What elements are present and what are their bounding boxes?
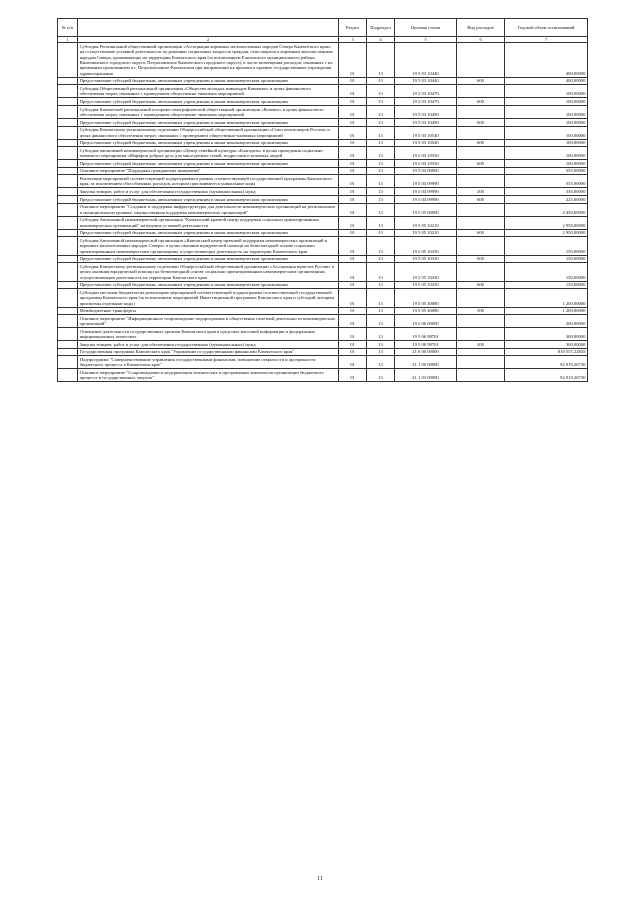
table-row [58, 356, 588, 369]
row-sum-cell: 150,00000 [505, 263, 588, 281]
row-name-cell: Субсидия автономной некоммерческой организации «Центр семейной культуры «Благодать» в целях проведения социально-значимого мероприятия «Марафон добрых дел» для многодетных семей, подростков и пожилых людей [78, 147, 339, 160]
table-body [58, 43, 588, 382]
row-num-cell [58, 237, 78, 255]
table-row [58, 281, 588, 289]
row-num-cell [58, 77, 78, 85]
row-name-cell: Закупка товаров, работ и услуг для обеспечения государственных (муниципальных) нужд [78, 188, 339, 196]
row-expense-cell [457, 328, 505, 341]
row-subsection-cell: 13 [367, 195, 395, 203]
row-expense-cell: 600 [457, 229, 505, 237]
row-section-cell: 01 [339, 195, 367, 203]
row-section-cell: 01 [339, 106, 367, 119]
row-name-cell: Субсидия Общественной региональной организации «Общество молодых инвалидов Камчатки» в целях финансового обеспечения затрат, связанных с проведением общественно-значимых мероприятий [78, 85, 339, 98]
table-row [58, 195, 588, 203]
row-sum-cell: 400,00000 [505, 77, 588, 85]
row-subsection-cell: 13 [367, 85, 395, 98]
row-subsection-cell: 13 [367, 188, 395, 196]
row-sum-cell: 330,00000 [505, 188, 588, 196]
row-expense-cell: 200 [457, 188, 505, 196]
row-subsection-cell: 13 [367, 216, 395, 229]
row-expense-cell [457, 126, 505, 139]
row-num-cell [58, 126, 78, 139]
row-target-cell: 19 5 03 10490 [395, 106, 457, 119]
row-subsection-cell: 13 [367, 263, 395, 281]
row-num-cell [58, 315, 78, 328]
row-expense-cell: 600 [457, 139, 505, 147]
row-name-cell: Субсидия Региональной общественной организации «Ассоциация коренных малочисленных народов Севера Камчатского края» на осуществление уставной деятельности по решению социальных вопросов граждан, относящихся к коренным малочисленным народам Севера, проживающих на территории Камчатского края (за исключением Елизовского муниципального района, Вилючинского городского округа, Петропавловск-Камчатского городского округа), в части возмещения расходов, связанных с их временным проживанием в г. Петропавловске-Камчатском при направлении их врачами в краевые государственные учреждения здравоохранения [78, 43, 339, 78]
row-subsection-cell: 13 [367, 369, 395, 382]
row-num-cell [58, 328, 78, 341]
row-num-cell [58, 229, 78, 237]
row-section-cell: 01 [339, 188, 367, 196]
row-subsection-cell: 13 [367, 106, 395, 119]
table-row [58, 139, 588, 147]
row-num-cell [58, 348, 78, 356]
row-target-cell: 19 5 05 10430 [395, 263, 457, 281]
row-target-cell: 19 5 04 09990 [395, 175, 457, 188]
row-section-cell: 01 [339, 175, 367, 188]
row-name-cell: Предоставление субсидий бюджетным, автономным учреждениям и иным некоммерческим организациям [78, 195, 339, 203]
row-expense-cell [457, 216, 505, 229]
table-row [58, 216, 588, 229]
row-sum-cell: 555,00000 [505, 175, 588, 188]
row-name-cell: Основное мероприятие "Поддержка гражданских инициатив" [78, 167, 339, 175]
row-num-cell [58, 195, 78, 203]
header-subsection: Подраздел [367, 19, 395, 37]
row-sum-cell: 1 200,00000 [505, 307, 588, 315]
row-section-cell: 01 [339, 203, 367, 216]
row-name-cell: Основное мероприятие "Сопровождение и модернизация технических и программных комплексов организации бюджетного процесса и государственных закупок" [78, 369, 339, 382]
row-section-cell: 01 [339, 43, 367, 78]
row-subsection-cell: 13 [367, 160, 395, 168]
row-expense-cell [457, 237, 505, 255]
row-num-cell [58, 281, 78, 289]
row-subsection-cell: 13 [367, 119, 395, 127]
row-target-cell: 19 5 05 10210 [395, 216, 457, 229]
table-row [58, 147, 588, 160]
row-name-cell: Субсидия Камчатскому региональному отделению Общероссийской общественной организации «Союз пенсионеров России» в целях финансового обеспечения затрат, связанных с проведением общественно-значимых мероприятий [78, 126, 339, 139]
row-target-cell: 19 5 03 10540 [395, 139, 457, 147]
row-target-cell: 19 5 05 10330 [395, 237, 457, 255]
row-target-cell: 19 5 05 00000 [395, 203, 457, 216]
header-num: № п/п [58, 19, 78, 37]
row-sum-cell: 4 450,00000 [505, 203, 588, 216]
row-sum-cell: 300,00000 [505, 341, 588, 349]
row-subsection-cell: 13 [367, 229, 395, 237]
table-row [58, 203, 588, 216]
row-sum-cell: 92 019,26730 [505, 356, 588, 369]
row-target-cell: 19 5 05 40080 [395, 307, 457, 315]
row-target-cell: 19 5 03 10550 [395, 160, 457, 168]
row-name-cell: Предоставление субсидий бюджетным, автономным учреждениям и иным некоммерческим организациям [78, 229, 339, 237]
row-subsection-cell: 13 [367, 328, 395, 341]
row-sum-cell: 810 557,22835 [505, 348, 588, 356]
row-section-cell: 01 [339, 348, 367, 356]
row-expense-cell: 500 [457, 307, 505, 315]
row-subsection-cell: 13 [367, 126, 395, 139]
row-target-cell: 19 5 03 10440 [395, 77, 457, 85]
row-sum-cell: 1 200,00000 [505, 289, 588, 307]
row-num-cell [58, 147, 78, 160]
table-row [58, 126, 588, 139]
row-expense-cell: 600 [457, 281, 505, 289]
row-name-cell: Предоставление субсидий бюджетным, автономным учреждениям и иным некоммерческим организациям [78, 160, 339, 168]
row-subsection-cell: 13 [367, 341, 395, 349]
row-section-cell: 01 [339, 139, 367, 147]
row-section-cell: 01 [339, 147, 367, 160]
row-subsection-cell: 13 [367, 139, 395, 147]
row-name-cell: Государственная программа Камчатского края "Управление государственными финансами Камчатского края" [78, 348, 339, 356]
num-cell: 7 [505, 37, 588, 43]
row-num-cell [58, 263, 78, 281]
row-num-cell [58, 43, 78, 78]
row-sum-cell: 100,00000 [505, 147, 588, 160]
row-target-cell: 19 5 03 10540 [395, 126, 457, 139]
row-name-cell: Предоставление субсидий бюджетным, автономным учреждениям и иным некоммерческим организациям [78, 77, 339, 85]
header-name [78, 19, 339, 37]
row-section-cell: 01 [339, 229, 367, 237]
num-cell: 5 [395, 37, 457, 43]
row-expense-cell: 600 [457, 195, 505, 203]
row-subsection-cell: 13 [367, 307, 395, 315]
row-name-cell: Субсидия Автономной некоммерческой организации "Камчатский краевой центр поддержки социально ориентированных некоммерческих организаций" на ведение уставной деятельности [78, 216, 339, 229]
row-num-cell [58, 106, 78, 119]
row-target-cell: 19 5 04 09990 [395, 188, 457, 196]
row-sum-cell: 555,00000 [505, 167, 588, 175]
budget-table-page [57, 18, 587, 382]
row-sum-cell: 400,00000 [505, 43, 588, 78]
row-target-cell: 19 5 05 40080 [395, 289, 457, 307]
row-num-cell [58, 98, 78, 106]
row-section-cell: 01 [339, 167, 367, 175]
row-expense-cell [457, 175, 505, 188]
row-target-cell: 19 5 05 10430 [395, 281, 457, 289]
table-row [58, 348, 588, 356]
row-name-cell: Предоставление субсидий бюджетным, автономным учреждениям и иным некоммерческим организациям [78, 98, 339, 106]
row-sum-cell: 150,00000 [505, 281, 588, 289]
row-section-cell: 01 [339, 77, 367, 85]
row-name-cell: Субсидия Автономной некоммерческой организации «Камчатский центр правовой поддержки некоммерческих организаций и коренных малочисленных народов Севера» в целях оказания юридической помощи на безвозмездной основе социально ориентированным некоммерческим организациям, осуществляющим деятельность на территории Камчатского края [78, 237, 339, 255]
row-num-cell [58, 188, 78, 196]
table-row [58, 328, 588, 341]
row-section-cell: 01 [339, 255, 367, 263]
row-subsection-cell: 13 [367, 348, 395, 356]
table-row [58, 307, 588, 315]
page-number: 11 [317, 876, 323, 882]
row-section-cell: 01 [339, 160, 367, 168]
row-target-cell: 19 5 05 10210 [395, 229, 457, 237]
row-name-cell: Предоставление субсидий бюджетным, автономным учреждениям и иным некоммерческим организациям [78, 281, 339, 289]
num-cell: 6 [457, 37, 505, 43]
row-num-cell [58, 85, 78, 98]
row-name-cell: Предоставление субсидий бюджетным, автономным учреждениям и иным некоммерческим организациям [78, 119, 339, 127]
row-section-cell: 01 [339, 126, 367, 139]
row-expense-cell [457, 315, 505, 328]
row-target-cell: 19 5 03 10550 [395, 147, 457, 160]
row-num-cell [58, 255, 78, 263]
row-expense-cell [457, 369, 505, 382]
row-num-cell [58, 216, 78, 229]
row-name-cell: Освещение деятельности государственных органов Камчатского края в средствах массовой информации и федеральных информационных агентствах [78, 328, 339, 341]
row-sum-cell: 225,00000 [505, 195, 588, 203]
row-section-cell: 01 [339, 356, 367, 369]
row-num-cell [58, 341, 78, 349]
row-subsection-cell: 13 [367, 356, 395, 369]
row-expense-cell: 600 [457, 255, 505, 263]
row-subsection-cell: 13 [367, 203, 395, 216]
row-subsection-cell: 13 [367, 255, 395, 263]
row-target-cell: 19 5 05 10330 [395, 255, 457, 263]
row-sum-cell: 150,00000 [505, 255, 588, 263]
header-target: Целевая статья [395, 19, 457, 37]
row-sum-cell: 100,00000 [505, 126, 588, 139]
row-sum-cell: 100,00000 [505, 160, 588, 168]
row-section-cell: 01 [339, 289, 367, 307]
row-subsection-cell: 13 [367, 43, 395, 78]
row-target-cell: 21 1 03 00000 [395, 369, 457, 382]
row-expense-cell [457, 43, 505, 78]
row-expense-cell [457, 289, 505, 307]
row-section-cell: 01 [339, 119, 367, 127]
row-expense-cell: 600 [457, 160, 505, 168]
row-num-cell [58, 369, 78, 382]
row-expense-cell: 600 [457, 119, 505, 127]
budget-table [57, 18, 588, 382]
table-row [58, 255, 588, 263]
table-row [58, 229, 588, 237]
row-section-cell: 01 [339, 216, 367, 229]
table-row [58, 77, 588, 85]
row-target-cell: 21 1 00 00000 [395, 356, 457, 369]
row-name-cell: Подпрограмма "Совершенствование управления государственными финансами, повышение открытости и прозрачности бюджетного процесса в Камчатском крае" [78, 356, 339, 369]
row-num-cell [58, 139, 78, 147]
row-sum-cell: 2 950,00000 [505, 229, 588, 237]
row-name-cell: Основное мероприятие "Информационное сопровождение подпрограммы и общественно полезной деятельности некоммерческих организаций" [78, 315, 339, 328]
row-subsection-cell: 13 [367, 167, 395, 175]
row-name-cell: Реализация мероприятий соответствующей подпрограммы в рамках соответствующей государственной программы Камчатского края, за исключением обособленных расходов, которым присваиваются уникальные коды [78, 175, 339, 188]
row-name-cell: Субсидия Камчатскому региональному отделению Общероссийской общественной организации «Ассоциация юристов России» в целях оказания юридической помощи на безвозмездной основе социально ориентированным некоммерческим организациям, осуществляющим деятельность на территории Камчатского края [78, 263, 339, 281]
row-expense-cell [457, 106, 505, 119]
row-target-cell: 19 5 03 10490 [395, 119, 457, 127]
row-sum-cell: 2 950,00000 [505, 216, 588, 229]
row-subsection-cell: 13 [367, 281, 395, 289]
row-expense-cell [457, 263, 505, 281]
row-num-cell [58, 203, 78, 216]
row-section-cell: 01 [339, 263, 367, 281]
table-row [58, 160, 588, 168]
row-num-cell [58, 160, 78, 168]
row-expense-cell: 600 [457, 77, 505, 85]
row-name-cell: Субсидия Камчатской региональной историко-этнографической общественной организации «Кочевье» в целях финансового обеспечения затрат, связанных с проведением общественно-значимых мероприятий [78, 106, 339, 119]
row-name-cell: Предоставление субсидий бюджетным, автономным учреждениям и иным некоммерческим организациям [78, 255, 339, 263]
row-sum-cell: 100,00000 [505, 106, 588, 119]
row-num-cell [58, 356, 78, 369]
row-expense-cell [457, 147, 505, 160]
row-sum-cell: 100,00000 [505, 119, 588, 127]
table-row [58, 369, 588, 382]
row-num-cell [58, 167, 78, 175]
table-row [58, 119, 588, 127]
row-name-cell: Основное мероприятие "Создание и поддержка инфраструктуры для деятельности некоммерческих организаций на региональном и муниципальном уровнях, имущественная поддержка некоммерческих организаций" [78, 203, 339, 216]
header-section: Раздел [339, 19, 367, 37]
table-row [58, 315, 588, 328]
row-name-cell: Субсидии местным бюджетам на реализацию мероприятий соответствующей подпрограммы соответствующей государственной программы Камчатского края (за исключением мероприятий Инвестиционной программы Камчатского края и субсидий, которым присвоены отдельные коды) [78, 289, 339, 307]
row-subsection-cell: 13 [367, 147, 395, 160]
row-expense-cell [457, 167, 505, 175]
row-num-cell [58, 289, 78, 307]
row-section-cell: 01 [339, 237, 367, 255]
row-sum-cell: 100,00000 [505, 98, 588, 106]
num-cell: 3 [339, 37, 367, 43]
row-num-cell [58, 119, 78, 127]
row-num-cell [58, 307, 78, 315]
table-row [58, 43, 588, 78]
row-name-cell: Закупка товаров, работ и услуг для обеспечения государственных (муниципальных) нужд [78, 341, 339, 349]
row-target-cell: 19 5 03 10440 [395, 43, 457, 78]
table-row [58, 98, 588, 106]
row-section-cell: 01 [339, 307, 367, 315]
row-expense-cell: 200 [457, 341, 505, 349]
table-row [58, 237, 588, 255]
table-row [58, 85, 588, 98]
row-sum-cell: 150,00000 [505, 237, 588, 255]
row-name-cell: Предоставление субсидий бюджетным, автономным учреждениям и иным некоммерческим организациям [78, 139, 339, 147]
row-target-cell: 19 5 06 98701 [395, 328, 457, 341]
row-section-cell: 01 [339, 328, 367, 341]
row-subsection-cell: 13 [367, 98, 395, 106]
row-subsection-cell: 13 [367, 315, 395, 328]
row-section-cell: 01 [339, 98, 367, 106]
row-target-cell: 19 5 04 09990 [395, 195, 457, 203]
row-section-cell: 01 [339, 369, 367, 382]
row-subsection-cell: 13 [367, 77, 395, 85]
row-expense-cell [457, 203, 505, 216]
row-section-cell: 01 [339, 315, 367, 328]
table-row [58, 188, 588, 196]
row-num-cell [58, 175, 78, 188]
row-section-cell: 01 [339, 85, 367, 98]
header-sum: Годовой объем ассигнований [505, 19, 588, 37]
row-target-cell: 21 0 00 00000 [395, 348, 457, 356]
row-target-cell: 19 5 06 00000 [395, 315, 457, 328]
table-row [58, 341, 588, 349]
row-subsection-cell: 13 [367, 175, 395, 188]
row-sum-cell: 92 019,26730 [505, 369, 588, 382]
row-target-cell: 19 5 03 10470 [395, 98, 457, 106]
table-header-row [58, 19, 588, 37]
row-section-cell: 01 [339, 281, 367, 289]
row-expense-cell [457, 348, 505, 356]
row-expense-cell: 600 [457, 98, 505, 106]
num-cell: 2 [78, 37, 339, 43]
table-row [58, 175, 588, 188]
row-target-cell: 19 5 04 00000 [395, 167, 457, 175]
num-cell: 4 [367, 37, 395, 43]
table-row [58, 167, 588, 175]
table-row [58, 263, 588, 281]
row-sum-cell: 300,00000 [505, 315, 588, 328]
row-subsection-cell: 13 [367, 237, 395, 255]
table-row [58, 289, 588, 307]
header-expense: Вид расходов [457, 19, 505, 37]
row-target-cell: 19 5 06 98701 [395, 341, 457, 349]
row-section-cell: 01 [339, 341, 367, 349]
row-target-cell: 19 5 03 10470 [395, 85, 457, 98]
num-cell: 1 [58, 37, 78, 43]
row-expense-cell [457, 356, 505, 369]
row-name-cell: Межбюджетные трансферты [78, 307, 339, 315]
row-sum-cell: 100,00000 [505, 139, 588, 147]
row-sum-cell: 100,00000 [505, 85, 588, 98]
row-sum-cell: 300,00000 [505, 328, 588, 341]
row-expense-cell [457, 85, 505, 98]
table-row [58, 106, 588, 119]
row-subsection-cell: 13 [367, 289, 395, 307]
